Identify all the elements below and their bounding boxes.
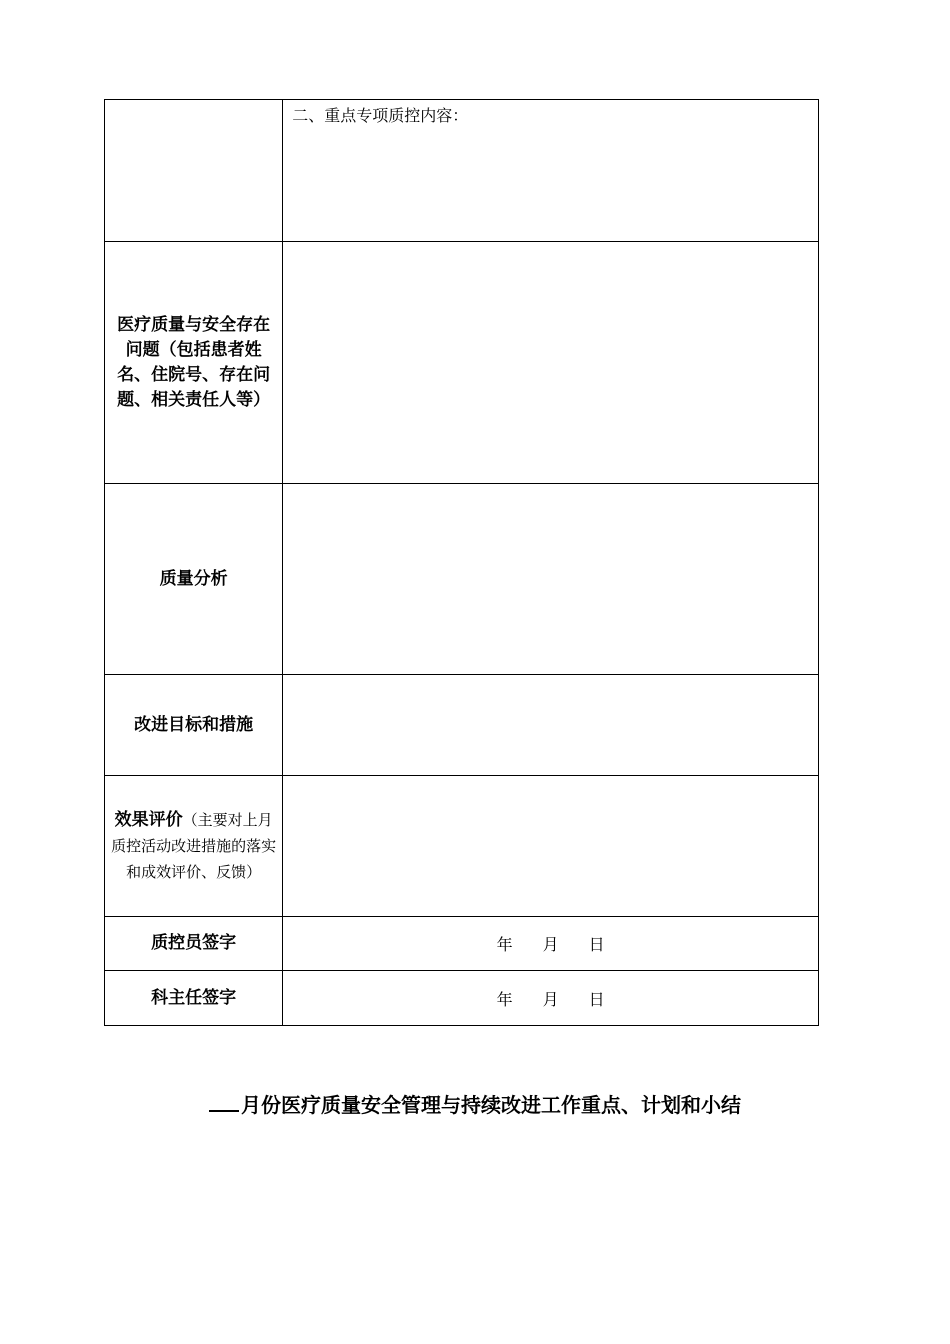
qc-signature-date-field[interactable] [283,917,819,971]
form-row-analysis [105,484,819,675]
director-signature-label: 科主任签字 [105,971,283,1026]
analysis-field[interactable] [283,484,819,675]
row-label-empty [105,100,283,242]
form-row-improvement [105,675,819,776]
month-blank-line[interactable] [209,1090,239,1112]
date-year-label: 年 [496,989,513,1009]
form-row-director-signature [105,971,819,1026]
quality-control-form-table [104,99,819,1026]
form-row-qc-signature [105,917,819,971]
qc-signature-label: 质控员签字 [105,917,283,971]
improvement-label: 改进目标和措施 [105,675,283,776]
evaluation-label-main: 效果评价 [114,810,183,830]
issues-field[interactable] [283,242,819,484]
section-title [0,1090,950,1120]
form-row-issues [105,242,819,484]
issues-label: 医疗质量与安全存在问题（包括患者姓名、住院号、存在问题、相关责任人等） [105,242,283,484]
special-content-heading: 二、重点专项质控内容： [292,106,469,125]
director-signature-date-field[interactable] [283,971,819,1026]
date-year-label: 年 [496,935,513,954]
date-month-label: 月 [542,989,559,1009]
date-month-label: 月 [542,935,559,954]
form-row-special-content [105,100,819,242]
evaluation-field[interactable] [283,776,819,917]
evaluation-label-note: （主要对上月质控活动改进措施的落实和成效评价、反馈） [111,811,277,881]
form-row-evaluation [105,776,819,917]
evaluation-label [105,776,283,917]
special-content-field[interactable] [283,100,819,242]
analysis-label: 质量分析 [105,484,283,675]
date-day-label: 日 [588,935,605,954]
section-title-text: 月份医疗质量安全管理与持续改进工作重点、计划和小结 [241,1093,741,1117]
improvement-field[interactable] [283,675,819,776]
date-day-label: 日 [588,989,605,1009]
